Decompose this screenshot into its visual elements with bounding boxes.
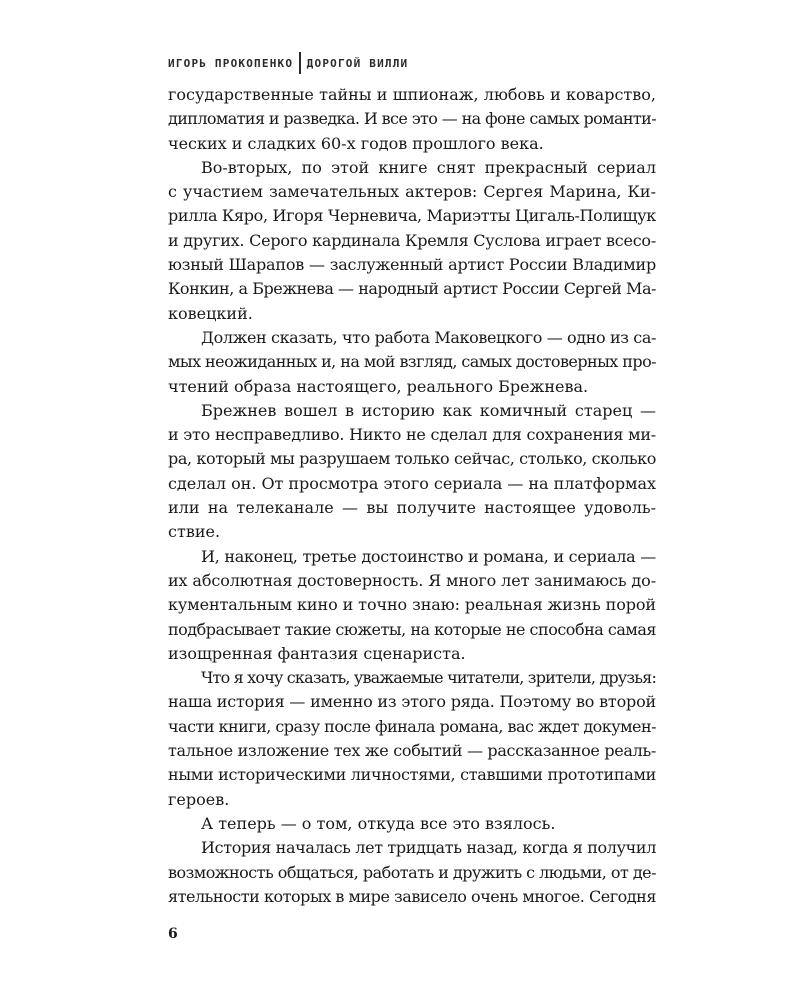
text-line: героев. xyxy=(168,789,230,809)
text-line: наша история — именно из этого ряда. Поэтому во второй xyxy=(168,692,657,712)
header-author: ИГОРЬ ПРОКОПЕНКО xyxy=(168,56,294,70)
text-line: И, наконец, третье достоинство и романа, и сериала — xyxy=(201,546,657,566)
body-text xyxy=(168,83,656,909)
text-line: или на телеканале — вы получите настоящее удоволь- xyxy=(168,498,656,518)
text-line: изощренная фантазия сценариста. xyxy=(168,643,466,663)
header-divider xyxy=(299,52,301,74)
text-line: ковецкий. xyxy=(168,303,253,323)
header-title: ДОРОГОЙ ВИЛЛИ xyxy=(306,56,409,70)
page-number: 6 xyxy=(168,926,178,942)
text-line: подбрасывает такие сюжеты, на которые не способна самая xyxy=(168,619,656,639)
text-line: и других. Серого кардинала Кремля Суслова играет всесо- xyxy=(168,230,656,250)
text-line: Брежнев вошел в историю как комичный старец — xyxy=(201,400,656,420)
text-line: рилла Кяро, Игоря Черневича, Мариэтты Цигаль-Полищук xyxy=(168,206,656,226)
text-line: дипломатия и разведка. И все это — на фоне самых романти- xyxy=(168,109,656,129)
text-line: ными историческими личностями, ставшими прототипами xyxy=(168,765,657,785)
text-line: возможность общаться, работать и дружить с людьми, от де- xyxy=(168,862,656,882)
text-line: сделал он. От просмотра этого сериала — на платформах xyxy=(168,473,656,493)
text-line: ствие. xyxy=(168,522,221,542)
text-line: тальное изложение тех же событий — рассказанное реаль- xyxy=(168,741,656,761)
running-header xyxy=(168,52,408,74)
text-line: ческих и сладких 60-х годов прошлого века. xyxy=(168,133,544,153)
text-line: их абсолютная достоверность. Я много лет занимаюсь до- xyxy=(168,570,656,590)
text-line: Что я хочу сказать, уважаемые читатели, зрители, друзья: xyxy=(201,668,657,688)
text-line: А теперь — о том, откуда все это взялось. xyxy=(201,813,556,833)
text-line: Конкин, а Брежнева — народный артист России Сергей Ма- xyxy=(168,279,657,299)
text-line: и это несправедливо. Никто не сделал для сохранения ми- xyxy=(168,425,656,445)
text-line: юзный Шарапов — заслуженный артист России Владимир xyxy=(168,255,657,275)
text-line: ра, который мы разрушаем только сейчас, столько, сколько xyxy=(168,449,657,469)
text-line: ятельности которых в мире зависело очень многое. Сегодня xyxy=(168,886,656,906)
text-line: государственные тайны и шпионаж, любовь и коварство, xyxy=(168,85,656,104)
text-line: чтений образа настоящего, реального Брежнева. xyxy=(168,376,589,396)
text-line: с участием замечательных актеров: Сергея Марина, Ки- xyxy=(168,182,656,202)
text-line: История началась лет тридцать назад, когда я получил xyxy=(201,838,657,858)
text-line: Должен сказать, что работа Маковецкого — одно из са- xyxy=(201,327,656,347)
text-line: кументальным кино и точно знаю: реальная жизнь порой xyxy=(168,595,656,615)
text-line: Во-вторых, по этой книге снят прекрасный сериал xyxy=(201,157,656,177)
text-line: части книги, сразу после финала романа, вас ждет докумен- xyxy=(168,716,657,736)
text-line: мых неожиданных и, на мой взгляд, самых достоверных про- xyxy=(168,352,656,372)
